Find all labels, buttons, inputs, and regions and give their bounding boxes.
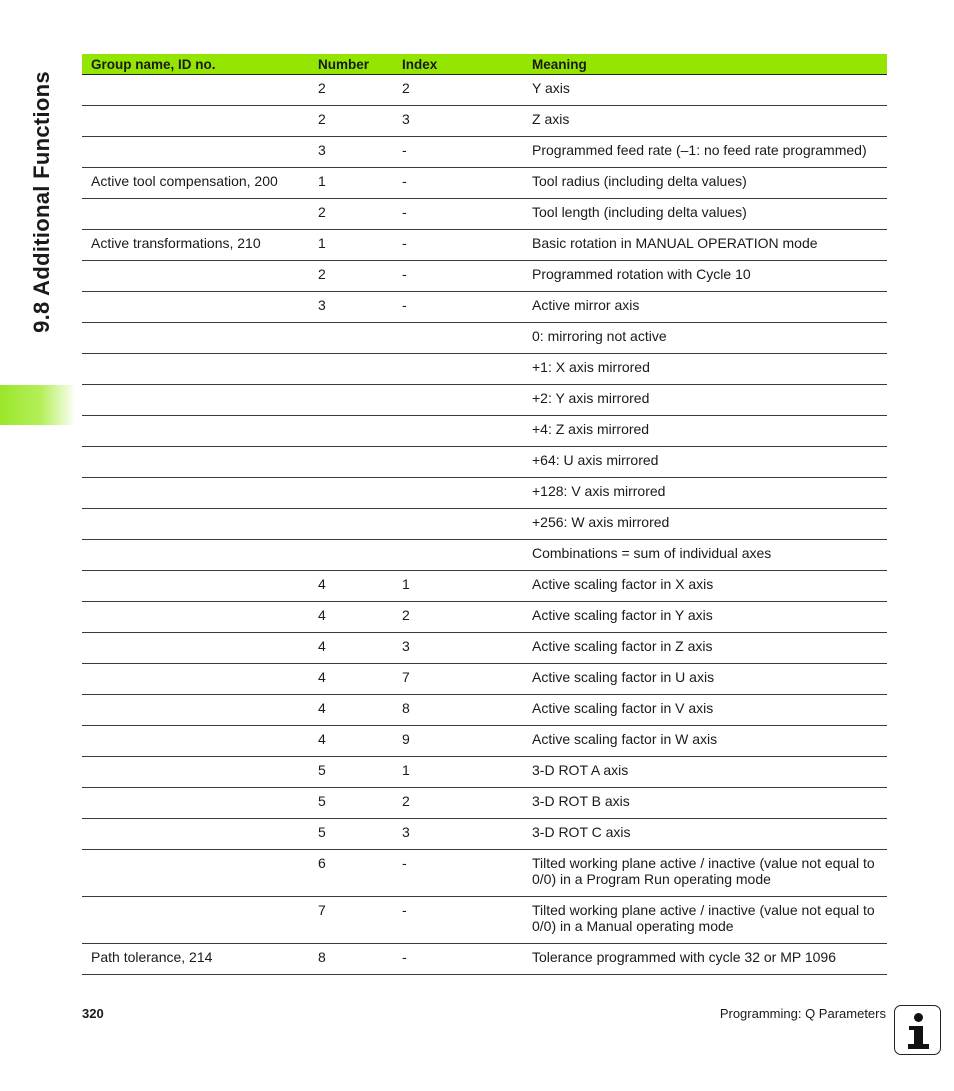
cell-meaning: Tool radius (including delta values) — [523, 168, 887, 199]
cell-group-name — [82, 354, 309, 385]
cell-index: - — [393, 230, 523, 261]
cell-group-name — [82, 633, 309, 664]
cell-group-name — [82, 478, 309, 509]
cell-number: 5 — [309, 757, 393, 788]
header-index: Index — [393, 54, 523, 75]
section-title — [20, 52, 64, 352]
cell-group-name — [82, 897, 309, 944]
cell-group-name — [82, 292, 309, 323]
cell-number — [309, 385, 393, 416]
page-number: 320 — [82, 1006, 104, 1021]
cell-group-name — [82, 726, 309, 757]
cell-index: - — [393, 137, 523, 168]
cell-number: 1 — [309, 168, 393, 199]
cell-number: 2 — [309, 261, 393, 292]
cell-number: 2 — [309, 75, 393, 106]
cell-number: 4 — [309, 664, 393, 695]
cell-index — [393, 540, 523, 571]
table-row — [82, 664, 887, 695]
cell-index: 3 — [393, 106, 523, 137]
cell-meaning: Active scaling factor in V axis — [523, 695, 887, 726]
cell-index — [393, 354, 523, 385]
q-parameter-table — [82, 54, 887, 975]
table-row — [82, 199, 887, 230]
cell-number: 8 — [309, 944, 393, 975]
cell-index: 2 — [393, 602, 523, 633]
cell-meaning: 3-D ROT B axis — [523, 788, 887, 819]
cell-meaning: +64: U axis mirrored — [523, 447, 887, 478]
cell-meaning: 0: mirroring not active — [523, 323, 887, 354]
cell-meaning: Tolerance programmed with cycle 32 or MP 1096 — [523, 944, 887, 975]
cell-index: 2 — [393, 788, 523, 819]
table-row — [82, 385, 887, 416]
cell-number: 1 — [309, 230, 393, 261]
cell-number — [309, 478, 393, 509]
table-row — [82, 540, 887, 571]
cell-meaning: Z axis — [523, 106, 887, 137]
table-row — [82, 788, 887, 819]
table-row — [82, 416, 887, 447]
cell-group-name — [82, 602, 309, 633]
cell-meaning: 3-D ROT A axis — [523, 757, 887, 788]
header-group-name: Group name, ID no. — [82, 54, 309, 75]
cell-number: 4 — [309, 695, 393, 726]
cell-meaning: +128: V axis mirrored — [523, 478, 887, 509]
cell-group-name — [82, 447, 309, 478]
cell-meaning: Tilted working plane active / inactive (value not equal to 0/0) in a Manual operating mode — [523, 897, 887, 944]
cell-index: 3 — [393, 633, 523, 664]
cell-index — [393, 323, 523, 354]
cell-meaning: Active scaling factor in Z axis — [523, 633, 887, 664]
cell-index: - — [393, 199, 523, 230]
cell-meaning: Programmed feed rate (–1: no feed rate programmed) — [523, 137, 887, 168]
cell-group-name — [82, 75, 309, 106]
cell-meaning: Active scaling factor in W axis — [523, 726, 887, 757]
table-row — [82, 850, 887, 897]
cell-group-name — [82, 695, 309, 726]
cell-index: - — [393, 897, 523, 944]
header-number: Number — [309, 54, 393, 75]
table-row — [82, 447, 887, 478]
table-row — [82, 509, 887, 540]
cell-number: 4 — [309, 571, 393, 602]
table-row — [82, 571, 887, 602]
table-row — [82, 168, 887, 199]
cell-meaning: Active scaling factor in U axis — [523, 664, 887, 695]
cell-group-name — [82, 106, 309, 137]
cell-meaning: Y axis — [523, 75, 887, 106]
cell-number — [309, 447, 393, 478]
cell-group-name — [82, 509, 309, 540]
table-row — [82, 478, 887, 509]
cell-group-name — [82, 261, 309, 292]
cell-group-name: Path tolerance, 214 — [82, 944, 309, 975]
cell-group-name — [82, 819, 309, 850]
cell-meaning: Tilted working plane active / inactive (value not equal to 0/0) in a Program Run operating mode — [523, 850, 887, 897]
cell-meaning: Combinations = sum of individual axes — [523, 540, 887, 571]
table-row — [82, 230, 887, 261]
table-row — [82, 944, 887, 975]
cell-number: 2 — [309, 106, 393, 137]
cell-index — [393, 509, 523, 540]
cell-index — [393, 478, 523, 509]
footer-chapter-title: Programming: Q Parameters — [719, 1006, 886, 1021]
cell-number: 4 — [309, 726, 393, 757]
cell-number: 5 — [309, 788, 393, 819]
cell-index: 7 — [393, 664, 523, 695]
cell-group-name — [82, 416, 309, 447]
info-icon — [894, 1005, 941, 1055]
cell-meaning: Active mirror axis — [523, 292, 887, 323]
table-row — [82, 75, 887, 106]
cell-group-name — [82, 540, 309, 571]
cell-meaning: Tool length (including delta values) — [523, 199, 887, 230]
cell-number — [309, 416, 393, 447]
table-row — [82, 726, 887, 757]
cell-number: 4 — [309, 633, 393, 664]
cell-index: 1 — [393, 757, 523, 788]
cell-index: - — [393, 168, 523, 199]
cell-index — [393, 385, 523, 416]
cell-number: 6 — [309, 850, 393, 897]
cell-group-name — [82, 137, 309, 168]
cell-group-name — [82, 571, 309, 602]
table-row — [82, 106, 887, 137]
cell-group-name: Active tool compensation, 200 — [82, 168, 309, 199]
cell-number: 3 — [309, 137, 393, 168]
table-body — [82, 75, 887, 975]
cell-number — [309, 509, 393, 540]
cell-group-name — [82, 323, 309, 354]
table-header-row — [82, 54, 887, 75]
header-meaning: Meaning — [523, 54, 887, 75]
cell-index: - — [393, 850, 523, 897]
table-row — [82, 292, 887, 323]
cell-meaning: +4: Z axis mirrored — [523, 416, 887, 447]
cell-meaning: +1: X axis mirrored — [523, 354, 887, 385]
cell-meaning: Programmed rotation with Cycle 10 — [523, 261, 887, 292]
cell-meaning: 3-D ROT C axis — [523, 819, 887, 850]
table-row — [82, 695, 887, 726]
table-row — [82, 897, 887, 944]
table-row — [82, 261, 887, 292]
table-row — [82, 757, 887, 788]
cell-index — [393, 447, 523, 478]
cell-number: 3 — [309, 292, 393, 323]
cell-index: 1 — [393, 571, 523, 602]
cell-index: - — [393, 261, 523, 292]
cell-number: 7 — [309, 897, 393, 944]
table-row — [82, 819, 887, 850]
table-row — [82, 323, 887, 354]
table-row — [82, 602, 887, 633]
cell-index: 9 — [393, 726, 523, 757]
cell-group-name: Active transformations, 210 — [82, 230, 309, 261]
cell-index: - — [393, 944, 523, 975]
cell-meaning: Active scaling factor in Y axis — [523, 602, 887, 633]
chapter-tab-marker — [0, 385, 76, 425]
cell-index: 8 — [393, 695, 523, 726]
cell-number: 4 — [309, 602, 393, 633]
cell-index: 2 — [393, 75, 523, 106]
cell-group-name — [82, 385, 309, 416]
cell-group-name — [82, 850, 309, 897]
cell-group-name — [82, 788, 309, 819]
cell-index: 3 — [393, 819, 523, 850]
cell-number — [309, 540, 393, 571]
table-row — [82, 354, 887, 385]
cell-index — [393, 416, 523, 447]
cell-group-name — [82, 757, 309, 788]
cell-index: - — [393, 292, 523, 323]
cell-number: 5 — [309, 819, 393, 850]
cell-meaning: Basic rotation in MANUAL OPERATION mode — [523, 230, 887, 261]
cell-number: 2 — [309, 199, 393, 230]
cell-group-name — [82, 199, 309, 230]
cell-meaning: +2: Y axis mirrored — [523, 385, 887, 416]
section-title-text: 9.8 Additional Functions — [29, 71, 54, 333]
cell-meaning: Active scaling factor in X axis — [523, 571, 887, 602]
cell-number — [309, 323, 393, 354]
table-row — [82, 633, 887, 664]
cell-meaning: +256: W axis mirrored — [523, 509, 887, 540]
cell-group-name — [82, 664, 309, 695]
table-row — [82, 137, 887, 168]
cell-number — [309, 354, 393, 385]
